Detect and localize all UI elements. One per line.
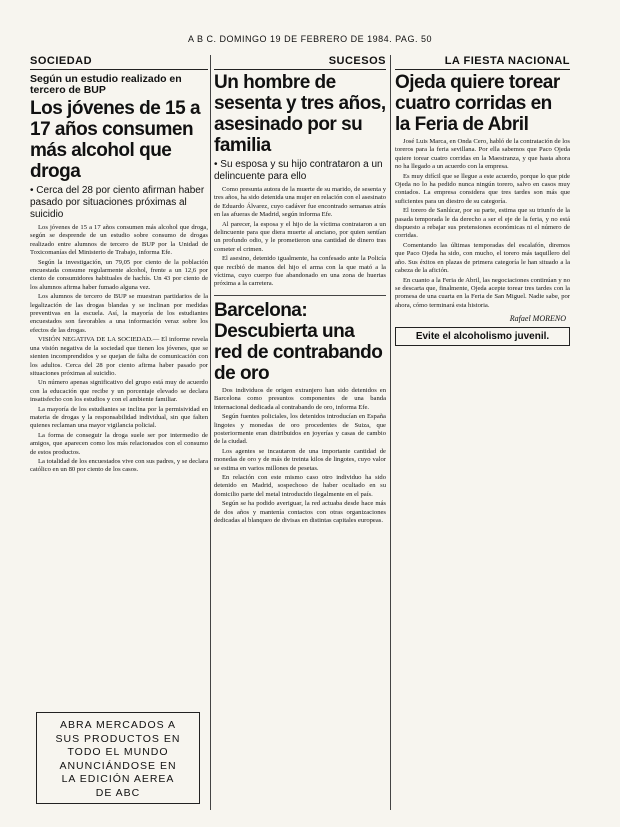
paragraph: En cuanto a la Feria de Abril, las negociaciones continúan y no se descarta que, finalmente, Ojeda acepte torear tres tardes con la promesa de una cuarta en la Feria de San Miguel. Nadie sabe, por ahora, cómo terminará esta historia. — [395, 276, 570, 309]
section-sociedad: SOCIEDAD — [30, 55, 208, 70]
paragraph: VISIÓN NEGATIVA DE LA SOCIEDAD.— El informe revela una visión negativa de la sociedad que tienen los jóvenes, que se sienten incomprendidos y se quejan de falta de comunicación con los adultos. Cerca del 28 por ciento afirma haber pasado por situaciones próximas al suicidio. — [30, 336, 208, 377]
paragraph: Según fuentes policiales, los detenidos introducían en España lingotes y monedas de oro procedentes de Suiza, que posteriormente eran distribuidos en joyerías y casas de cambio de la ciudad. — [214, 413, 386, 446]
ad-line: ABRA MERCADOS A — [60, 719, 176, 731]
column-sociedad — [30, 55, 208, 476]
article2-headline: Un hombre de sesenta y tres años, asesinado por su familia — [214, 72, 386, 156]
column-fiesta-nacional — [395, 55, 570, 346]
paragraph: El torero de Sanlúcar, por su parte, estima que su triunfo de la pasada temporada le da derecho a ser el eje de la feria, y no está dispuesto a rebajar sus pretensiones económicas ni el número de corridas. — [395, 207, 570, 240]
ad-line: ANUNCIÁNDOSE EN — [59, 759, 177, 772]
paragraph: Según se ha podido averiguar, la red actuaba desde hace más de dos años y mantenía contactos con otras organizaciones dedicadas al blanqueo de divisas en distintas capitales europeas. — [214, 500, 386, 524]
column-sucesos — [214, 55, 386, 526]
page-masthead: A B C. DOMINGO 19 DE FEBRERO DE 1984. PAG. 50 — [188, 34, 432, 44]
article-divider — [214, 295, 386, 296]
article1-subheadline: • Cerca del 28 por ciento afirman haber pasado por situaciones próximas al suicidio — [30, 185, 205, 220]
article1-body — [30, 224, 208, 475]
paragraph: Es muy difícil que se llegue a este acuerdo, porque lo que pide Ojeda no lo ha pedido nunca ningún torero, salvo en casos muy contados. La empresa considera que tres tardes son más que suficientes para un diestro de su categoría. — [395, 172, 570, 205]
section-fiesta-nacional: LA FIESTA NACIONAL — [395, 55, 570, 70]
column-rule-2 — [390, 55, 391, 810]
paragraph: La forma de conseguir la droga suele ser por intermedio de amigos, que aparecen como los más relacionados con el consumo de estos productos. — [30, 431, 208, 456]
paragraph: Comentando las últimas temporadas del escalafón, diremos que Paco Ojeda ha sido, con mucho, el torero más taquillero del año. Sus éxitos en plazas de primera categoría le han situado a la cabeza de la afición. — [395, 241, 570, 275]
paragraph: Un número apenas significativo del grupo está muy de acuerdo con la educación que recibe y un porcentaje elevado se declara insatisfecho con los estudios y con el ambiente familiar. — [30, 379, 208, 404]
paragraph: El asesino, detenido igualmente, ha confesado ante la Policía que recibió de manos del hijo el arma con la que mató a la víctima, cuyo cuerpo fue abandonado en una zona de huertas próxima a la carretera. — [214, 255, 386, 288]
ad-line: LA EDICIÓN AEREA — [61, 773, 175, 785]
paragraph: Los jóvenes de 15 a 17 años consumen más alcohol que droga, según se desprende de un estudio sobre consumo de drogas realizado entre alumnos de tercero de BUP por la Unidad de Toxicomanías del Ministerio de Trabajo, informa Efe. — [30, 224, 208, 257]
article3-body — [214, 387, 386, 526]
article1-headline: Los jóvenes de 15 a 17 años consumen más alcohol que droga — [30, 98, 201, 182]
slogan-box: Evite el alcoholismo juvenil. — [395, 327, 570, 346]
ad-line: DE ABC — [95, 786, 141, 799]
article2-body — [214, 186, 386, 289]
article1-kicker: Según un estudio realizado en tercero de BUP — [30, 73, 182, 96]
article4-signature: Rafael MORENO — [509, 314, 566, 324]
section-sucesos: SUCESOS — [214, 55, 386, 70]
ad-line: SUS PRODUCTOS EN — [55, 732, 181, 745]
article4-headline: Ojeda quiere torear cuatro corridas en la Feria de Abril — [395, 72, 560, 135]
paragraph: Como presunta autora de la muerte de su marido, de sesenta y tres años, ha sido detenida una mujer en relación con el asesinato de Eduardo Álvarez, cuyo cadáver fue encontrado semanas atrás en las afueras de Madrid, según informa Efe. — [214, 186, 386, 219]
column-rule-1 — [210, 55, 211, 810]
article3-headline: Barcelona: Descubierta una red de contrabando de oro — [214, 299, 383, 384]
paragraph: Los alumnos de tercero de BUP se muestran partidarios de la legalización de las drogas blandas y se inclinan por medidas preventivas en la escuela. Así, la mayoría de los estudiantes encuestados son favorables a una información veraz sobre los efectos de las drogas. — [30, 293, 208, 334]
paragraph: La mayoría de los estudiantes se inclina por la permisividad en materia de drogas y la responsabilidad individual, sin que falten quienes reclaman una mayor vigilancia policial. — [30, 405, 208, 430]
ad-line: TODO EL MUNDO — [67, 746, 169, 758]
paragraph: Según la investigación, un 79,05 por ciento de la población encuestada consume regularmente alcohol, frente a un 12,6 por ciento de consumidores habituales de hachís. Un 43 por ciento de los alumnos afirma haber fumado alguna vez. — [30, 258, 208, 291]
advertisement-box — [36, 712, 200, 804]
paragraph: La totalidad de los encuestados vive con sus padres, y se declara católico en un 80 por ciento de los casos. — [30, 457, 208, 474]
paragraph: Al parecer, la esposa y el hijo de la víctima contrataron a un delincuente para que diera muerte al anciano, por quien sentían un profundo odio, y le prometieron una cantidad de dinero tras cometer el crimen. — [214, 220, 386, 253]
paragraph: Los agentes se incautaron de una importante cantidad de monedas de oro y de más de treinta kilos de lingotes, cuyo valor se estima en varios millones de pesetas. — [214, 447, 386, 472]
article4-body — [395, 138, 570, 310]
paragraph: En relación con este mismo caso otro individuo ha sido detenido en Madrid, sospechoso de haber ocultado en su domicilio parte del metal introducido ilegalmente en el país. — [214, 473, 386, 498]
paragraph: José Luis Marca, en Onda Cero, habló de la contratación de los toreros para la feria sevillana. Por ella sabemos que Paco Ojeda quiere torear cuatro corridas en la Maestranza, y que hasta ahora no ha llegado a un acuerdo con la empresa. — [395, 138, 570, 171]
article2-subheadline: • Su esposa y su hijo contrataron a un delincuente para ello — [214, 159, 383, 182]
paragraph: Dos individuos de origen extranjero han sido detenidos en Barcelona como presuntos componentes de una banda internacional dedicada al contrabando de oro, informa Efe. — [214, 386, 386, 411]
